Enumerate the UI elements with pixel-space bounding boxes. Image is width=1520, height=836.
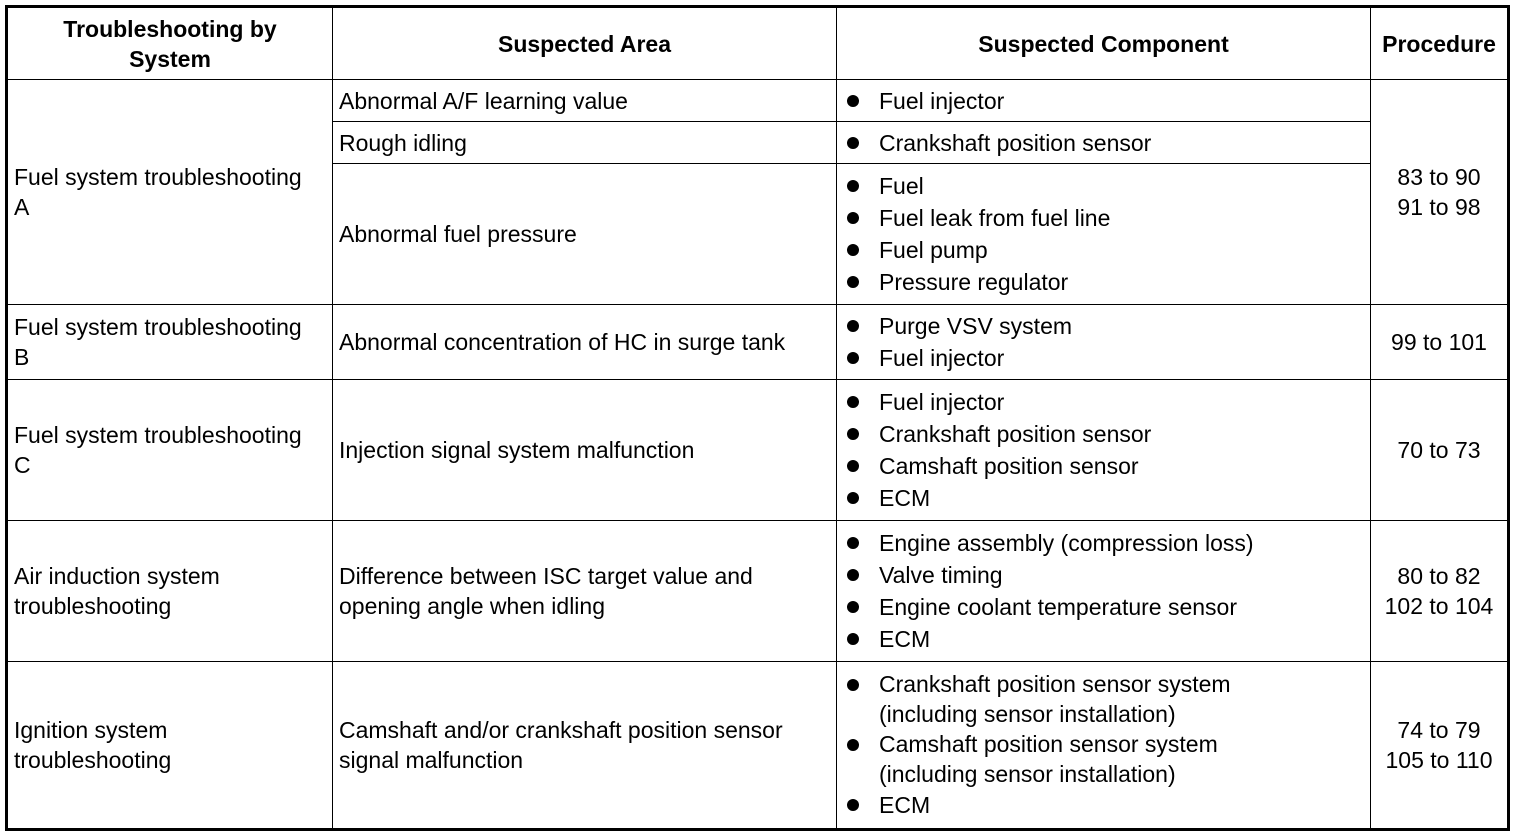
component-item bbox=[843, 482, 1364, 514]
component-item bbox=[843, 559, 1364, 591]
area-line: Difference between ISC target value and bbox=[339, 563, 753, 589]
area-line: opening angle when idling bbox=[339, 593, 605, 619]
system-cell bbox=[7, 80, 333, 305]
area-line: Camshaft and/or crankshaft position sensor bbox=[339, 717, 783, 743]
component-item bbox=[843, 729, 1364, 789]
procedure-cell bbox=[1371, 305, 1509, 380]
component-line: Engine coolant temperature sensor bbox=[879, 594, 1237, 620]
component-item bbox=[843, 266, 1364, 298]
component-item bbox=[843, 386, 1364, 418]
component-item bbox=[843, 310, 1364, 342]
procedure-line: 99 to 101 bbox=[1391, 329, 1487, 355]
procedure-line: 105 to 110 bbox=[1385, 747, 1493, 773]
component-line: (including sensor installation) bbox=[879, 701, 1176, 727]
area-line: Rough idling bbox=[339, 129, 467, 156]
component-item bbox=[843, 85, 1364, 117]
procedure-line: 80 to 82 bbox=[1397, 563, 1481, 589]
system-line: Fuel system troubleshooting bbox=[14, 422, 302, 448]
area-cell bbox=[333, 164, 837, 305]
troubleshooting-table bbox=[5, 5, 1510, 831]
table-row bbox=[7, 80, 1509, 122]
procedure-line: 74 to 79 bbox=[1397, 717, 1481, 743]
component-list bbox=[843, 310, 1364, 374]
component-line: Fuel injector bbox=[879, 345, 1005, 371]
procedure-line: 91 to 98 bbox=[1397, 194, 1481, 220]
procedure-cell bbox=[1371, 80, 1509, 305]
component-cell bbox=[837, 122, 1371, 164]
procedure-line: 102 to 104 bbox=[1384, 593, 1494, 619]
component-line: ECM bbox=[879, 626, 931, 652]
header-system: Troubleshooting by System bbox=[7, 7, 333, 80]
table-body bbox=[7, 80, 1509, 830]
component-line: Engine assembly (compression loss) bbox=[879, 530, 1254, 556]
component-list bbox=[843, 170, 1364, 298]
table-row bbox=[7, 521, 1509, 662]
component-item bbox=[843, 527, 1364, 559]
area-cell bbox=[333, 380, 837, 521]
header-procedure: Procedure bbox=[1371, 7, 1509, 80]
procedure-cell bbox=[1371, 380, 1509, 521]
component-line: Pressure regulator bbox=[879, 269, 1069, 295]
table-row bbox=[7, 380, 1509, 521]
component-list bbox=[843, 669, 1364, 821]
component-cell bbox=[837, 662, 1371, 830]
area-cell bbox=[333, 662, 837, 830]
component-item bbox=[843, 418, 1364, 450]
area-line: Abnormal fuel pressure bbox=[339, 221, 577, 247]
component-line: Fuel pump bbox=[879, 237, 988, 263]
area-cell bbox=[333, 122, 837, 164]
area-line: signal malfunction bbox=[339, 747, 524, 773]
procedure-cell bbox=[1371, 521, 1509, 662]
procedure-line: 70 to 73 bbox=[1397, 437, 1481, 463]
system-line: C bbox=[14, 452, 31, 478]
area-cell bbox=[333, 80, 837, 122]
header-component: Suspected Component bbox=[837, 7, 1371, 80]
component-line: ECM bbox=[879, 485, 931, 511]
area-cell bbox=[333, 305, 837, 380]
component-item bbox=[843, 170, 1364, 202]
component-line: (including sensor installation) bbox=[879, 761, 1176, 787]
component-item bbox=[843, 669, 1364, 729]
component-list bbox=[843, 527, 1364, 655]
component-list bbox=[843, 127, 1364, 159]
component-item bbox=[843, 591, 1364, 623]
component-item bbox=[843, 234, 1364, 266]
table-row bbox=[7, 662, 1509, 830]
system-line: Fuel system troubleshooting bbox=[14, 314, 302, 340]
component-item bbox=[843, 202, 1364, 234]
system-line: troubleshooting bbox=[14, 593, 172, 619]
component-line: Camshaft position sensor system bbox=[879, 731, 1218, 757]
component-line: Crankshaft position sensor bbox=[879, 421, 1152, 447]
header-row bbox=[7, 7, 1509, 80]
component-line: Fuel bbox=[879, 173, 924, 199]
system-cell bbox=[7, 662, 333, 830]
component-cell bbox=[837, 380, 1371, 521]
procedure-cell bbox=[1371, 662, 1509, 830]
system-line: Ignition system bbox=[14, 717, 168, 743]
area-line: Abnormal A/F learning value bbox=[339, 87, 628, 114]
component-cell bbox=[837, 164, 1371, 305]
component-item bbox=[843, 623, 1364, 655]
component-item bbox=[843, 450, 1364, 482]
system-line: Fuel system troubleshooting bbox=[14, 164, 302, 190]
component-line: Valve timing bbox=[879, 562, 1003, 588]
component-item bbox=[843, 127, 1364, 159]
component-line: Purge VSV system bbox=[879, 313, 1073, 339]
component-list bbox=[843, 85, 1364, 117]
procedure-line: 83 to 90 bbox=[1397, 164, 1481, 190]
system-cell bbox=[7, 521, 333, 662]
component-line: Camshaft position sensor bbox=[879, 453, 1139, 479]
component-list bbox=[843, 386, 1364, 514]
component-cell bbox=[837, 305, 1371, 380]
system-cell bbox=[7, 380, 333, 521]
table-row bbox=[7, 305, 1509, 380]
area-line: Abnormal concentration of HC in surge tank bbox=[339, 329, 786, 355]
component-line: Crankshaft position sensor system bbox=[879, 671, 1231, 697]
component-item bbox=[843, 789, 1364, 821]
component-line: Fuel injector bbox=[879, 389, 1005, 415]
system-line: B bbox=[14, 344, 30, 370]
area-cell bbox=[333, 521, 837, 662]
system-cell bbox=[7, 305, 333, 380]
header-area: Suspected Area bbox=[333, 7, 837, 80]
component-line: Fuel injector bbox=[879, 87, 1005, 114]
component-line: Crankshaft position sensor bbox=[879, 129, 1152, 156]
system-line: Air induction system bbox=[14, 563, 220, 589]
system-line: troubleshooting bbox=[14, 747, 172, 773]
component-item bbox=[843, 342, 1364, 374]
component-line: Fuel leak from fuel line bbox=[879, 205, 1111, 231]
component-cell bbox=[837, 80, 1371, 122]
component-cell bbox=[837, 521, 1371, 662]
component-line: ECM bbox=[879, 792, 931, 818]
area-line: Injection signal system malfunction bbox=[339, 437, 695, 463]
system-line: A bbox=[14, 194, 30, 220]
